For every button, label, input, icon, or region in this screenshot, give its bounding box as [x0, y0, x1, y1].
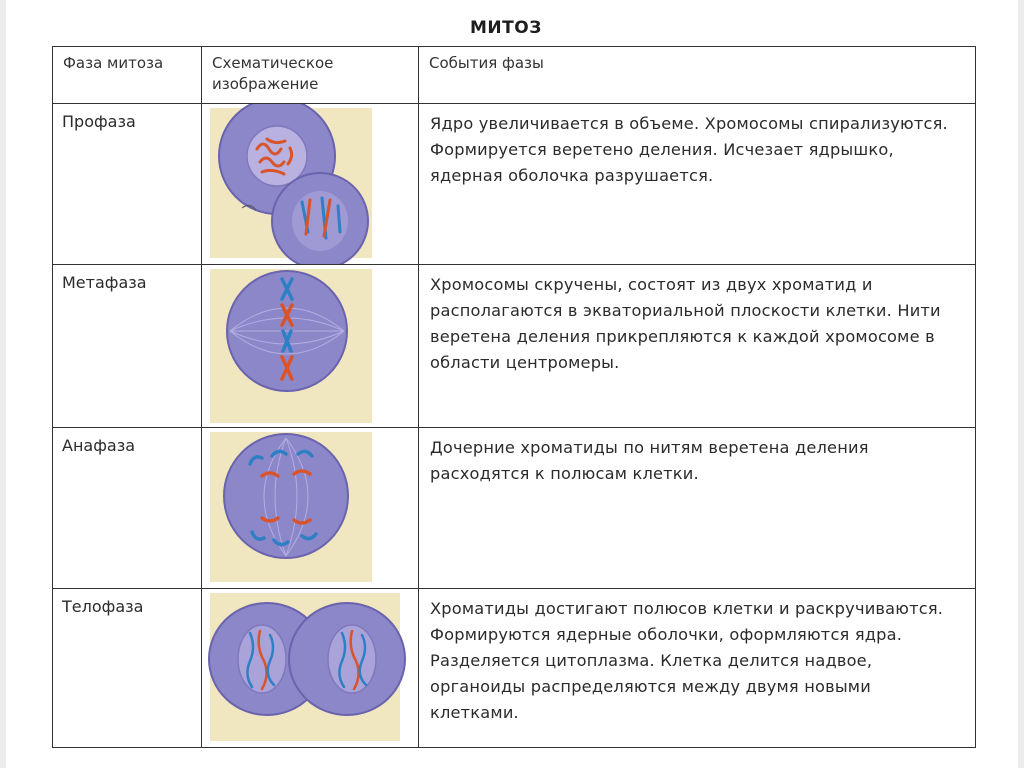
table-row	[53, 428, 976, 589]
header-events: События фазы	[429, 54, 544, 72]
phase-events: Ядро увеличивается в объеме. Хромосомы спирализуются. Формируется веретено деления. Исчезает ядрышко, ядерная оболочка разрушается.	[430, 114, 948, 185]
anaphase-cell-icon	[202, 428, 418, 588]
telophase-cell-icon	[202, 589, 418, 747]
header-phase: Фаза митоза	[63, 54, 164, 72]
page-left-edge	[0, 0, 6, 768]
table-row	[53, 104, 976, 265]
mitosis-table	[52, 46, 976, 748]
header-scheme: Схематическое изображение	[212, 54, 334, 93]
phase-events: Хромосомы скручены, состоят из двух хроматид и располагаются в экваториальной плоскости клетки. Нити веретена деления прикрепляются к каждой хромосоме в области центромеры.	[430, 275, 941, 372]
table-row	[53, 265, 976, 428]
phase-events: Дочерние хроматиды по нитям веретена деления расходятся к полюсам клетки.	[430, 438, 869, 483]
phase-events: Хроматиды достигают полюсов клетки и раскручиваются. Формируются ядерные оболочки, оформляются ядра. Разделяется цитоплазма. Клетка делится надвое, органоиды распределяются между двумя новыми клетками.	[430, 599, 944, 722]
page-title: МИТОЗ	[470, 18, 542, 38]
phase-name: Анафаза	[62, 436, 136, 455]
table-row	[53, 589, 976, 748]
prophase-cell-icon	[202, 104, 418, 264]
phase-name: Профаза	[62, 112, 136, 131]
phase-name: Телофаза	[62, 597, 144, 616]
table-header-row	[53, 47, 976, 104]
phase-name: Метафаза	[62, 273, 147, 292]
metaphase-cell-icon	[202, 265, 418, 427]
page-right-edge	[1018, 0, 1024, 768]
